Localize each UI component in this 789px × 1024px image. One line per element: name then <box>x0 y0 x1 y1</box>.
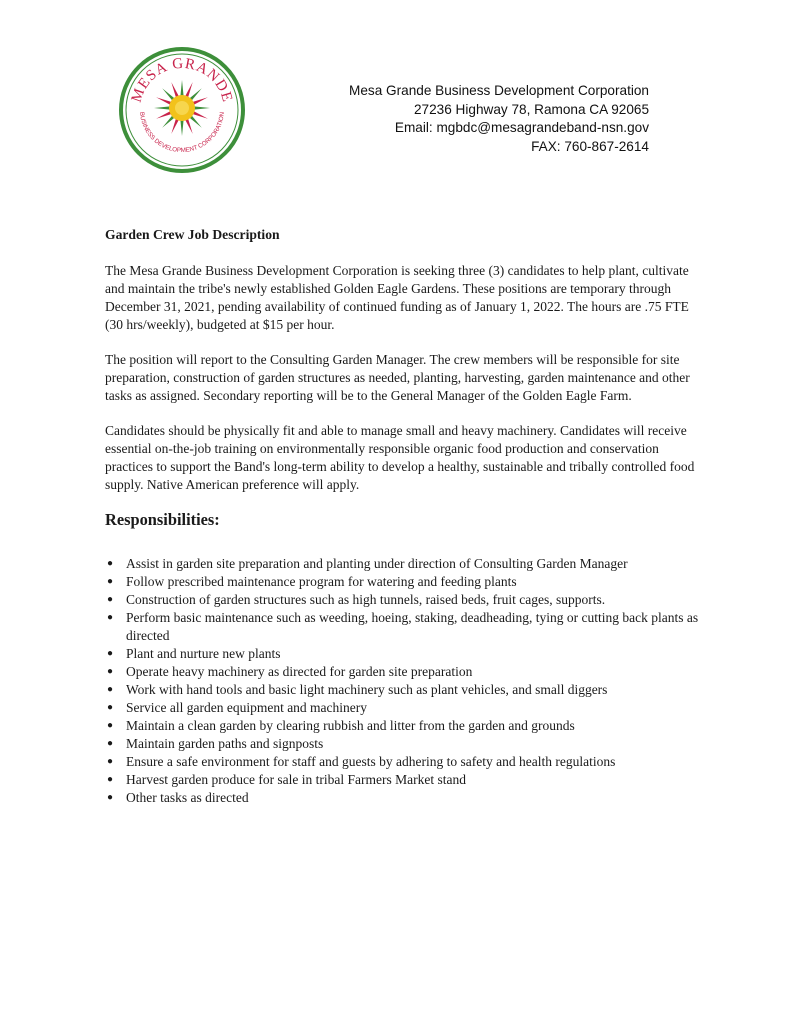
responsibilities-list <box>105 555 705 807</box>
list-item <box>105 573 705 591</box>
list-item <box>105 555 705 573</box>
list-item <box>105 789 705 807</box>
list-item <box>105 699 705 717</box>
logo-ray <box>154 106 170 109</box>
logo-ray <box>171 118 179 133</box>
list-item-text: Ensure a safe environment for staff and guests by adhering to safety and health regulations <box>126 754 616 769</box>
bullet-icon: ● <box>107 612 114 623</box>
list-item <box>105 753 705 771</box>
list-item <box>105 609 705 645</box>
org-email: Email: mgbdc@mesagrandeband-nsn.gov <box>394 120 649 135</box>
list-item <box>105 645 705 663</box>
list-item-text: Plant and nurture new plants <box>126 646 281 661</box>
logo-ray <box>156 111 172 119</box>
logo-ray <box>156 97 172 105</box>
logo-ray <box>180 120 183 136</box>
logo-bottom-text: BUSINESS DEVELOPMENT CORPORATION <box>138 111 226 155</box>
bullet-icon: ● <box>107 774 114 785</box>
org-fax: FAX: 760-867-2614 <box>531 138 649 154</box>
bullet-icon: ● <box>107 594 114 605</box>
bullet-icon: ● <box>107 648 114 659</box>
list-item-text: Service all garden equipment and machinery <box>126 700 368 715</box>
list-item <box>105 663 705 681</box>
responsibilities-heading: Responsibilities: <box>105 510 220 529</box>
list-item-text: Harvest garden produce for sale in tribal Farmers Market stand <box>126 772 467 787</box>
org-address: 27236 Highway 78, Ramona CA 92065 <box>413 101 649 117</box>
list-item-text: Follow prescribed maintenance program for watering and feeding plants <box>126 574 517 589</box>
paragraph-candidates: Candidates should be physically fit and able to manage small and heavy machinery. Candidates will receive essential on-the-job training on environmentally responsible organic food production and conservation practices to support the Band's long-term ability to develop a healthy, sustainable and tribally controlled food supply. Native American preference will apply. <box>105 423 695 492</box>
logo-ray <box>171 82 179 98</box>
org-name: Mesa Grande Business Development Corporation <box>349 83 649 98</box>
list-item <box>105 591 705 609</box>
list-item-text: Other tasks as directed <box>126 790 249 805</box>
logo-ray <box>185 82 193 98</box>
paragraph-overview: The Mesa Grande Business Development Corporation is seeking three (3) candidates to help plant, cultivate and maintain the tribe's newly established Golden Eagle Gardens. These positions are temporary through December 31, 2021, pending availability of continued funding as of January 1, 2022. The hours are .75 FTE (30 hrs/weekly), budgeted at $15 per hour. <box>105 263 689 332</box>
bullet-icon: ● <box>107 558 114 569</box>
logo-ray <box>180 80 183 96</box>
letterhead-contact <box>349 82 649 156</box>
list-item <box>105 717 705 735</box>
list-item-text: Construction of garden structures such as high tunnels, raised beds, fruit cages, supports. <box>126 592 606 607</box>
list-item <box>105 735 705 753</box>
list-item-text: Work with hand tools and basic light machinery such as plant vehicles, and small diggers <box>126 682 608 697</box>
bullet-icon: ● <box>107 720 114 731</box>
logo-top-text: MESA GRANDE <box>128 55 236 105</box>
bullet-icon: ● <box>107 684 114 695</box>
bullet-icon: ● <box>107 738 114 749</box>
bullet-icon: ● <box>107 666 114 677</box>
logo-ray <box>192 111 208 119</box>
bullet-icon: ● <box>107 756 114 767</box>
list-item-text: Perform basic maintenance such as weeding, hoeing, staking, deadheading, tying or cutting back plants as directed <box>126 610 699 643</box>
document-title: Garden Crew Job Description <box>105 227 280 242</box>
list-item <box>105 771 705 789</box>
bullet-icon: ● <box>107 792 114 803</box>
list-item-text: Maintain a clean garden by clearing rubbish and litter from the garden and grounds <box>126 718 575 733</box>
logo-ray <box>185 118 193 133</box>
document-body <box>105 226 705 807</box>
bullet-icon: ● <box>107 702 114 713</box>
logo-ray <box>192 97 208 105</box>
logo-ray <box>194 106 210 109</box>
list-item-text: Assist in garden site preparation and planting under direction of Consulting Garden Manager <box>126 556 628 571</box>
list-item <box>105 681 705 699</box>
paragraph-reporting: The position will report to the Consulting Garden Manager. The crew members will be responsible for site preparation, construction of garden structures as needed, planting, harvesting, garden maintenance and other tasks as assigned. Secondary reporting will be to the General Manager of the Golden Eagle Farm. <box>105 352 690 403</box>
mesa-grande-logo <box>118 46 246 174</box>
list-item-text: Maintain garden paths and signposts <box>126 736 324 751</box>
list-item-text: Operate heavy machinery as directed for garden site preparation <box>126 664 473 679</box>
bullet-icon: ● <box>107 576 114 587</box>
